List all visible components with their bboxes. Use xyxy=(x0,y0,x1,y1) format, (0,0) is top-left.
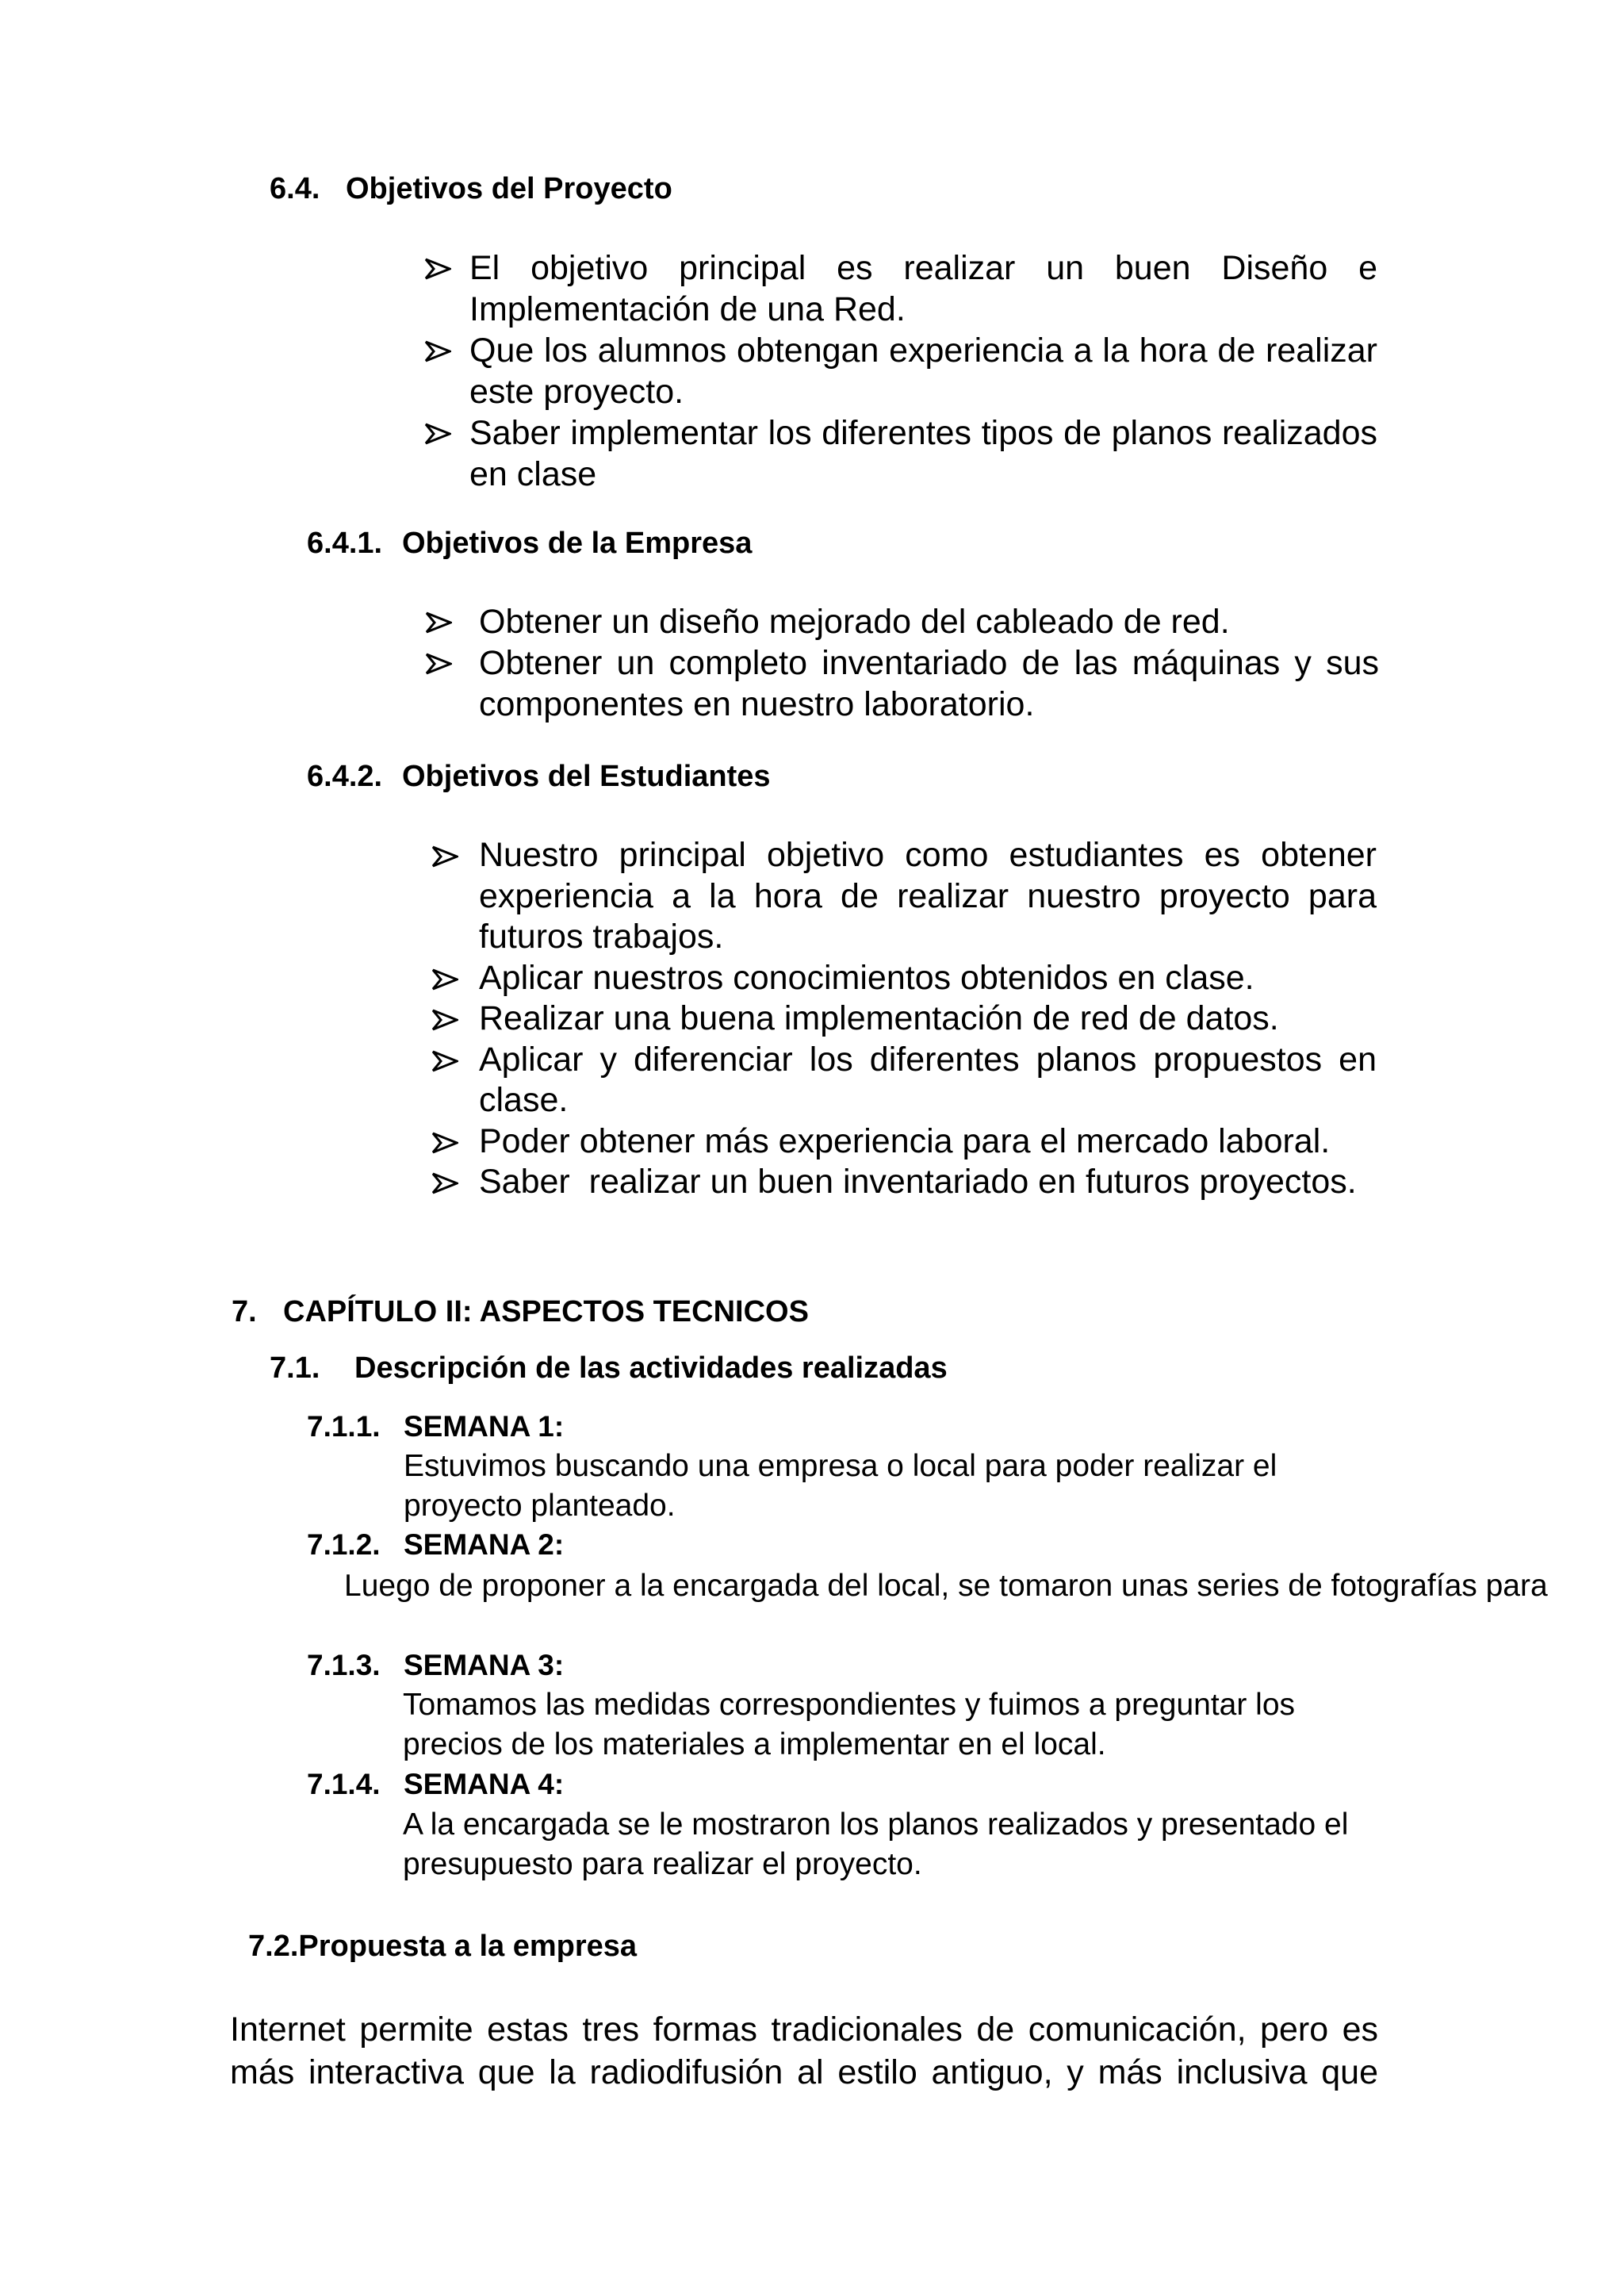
arrow-bullet-icon xyxy=(424,247,451,280)
paragraph-semana-1: Estuvimos buscando una empresa o local para poder realizar el proyecto planteado. xyxy=(404,1449,1277,1523)
heading-6-4-2 xyxy=(307,760,771,794)
list-item: Obtener un completo inventariado de las máquinas y sus componentes en nuestro laboratorio. xyxy=(479,642,1379,725)
heading-title: Objetivos del Proyecto xyxy=(346,172,672,205)
list-item: El objetivo principal es realizar un buen Diseño e Implementación de una Red. xyxy=(469,247,1377,330)
heading-number: 7.1.2. xyxy=(307,1528,381,1561)
heading-number: 6.4.1. xyxy=(307,527,383,560)
heading-title: CAPÍTULO II: ASPECTOS TECNICOS xyxy=(283,1295,809,1328)
paragraph-semana-2: Luego de proponer a la encargada del local, se tomaron unas series de fotografías para xyxy=(344,1569,1548,1603)
heading-title: SEMANA 4: xyxy=(404,1768,565,1800)
heading-number: 7.1.1. xyxy=(307,1410,381,1443)
list-6-4 xyxy=(469,247,1377,495)
heading-7-1-3 xyxy=(307,1649,564,1682)
list-item: Realizar una buena implementación de red de datos. xyxy=(479,999,1377,1040)
heading-title: SEMANA 2: xyxy=(404,1528,565,1561)
arrow-bullet-icon xyxy=(431,835,458,868)
heading-title: Descripción de las actividades realizadas xyxy=(354,1351,948,1385)
arrow-bullet-icon xyxy=(425,601,452,634)
list-6-4-1 xyxy=(479,601,1379,725)
heading-title: Objetivos del Estudiantes xyxy=(402,760,771,793)
heading-number: 7.1.3. xyxy=(307,1649,381,1681)
paragraph-line: Internet permite estas tres formas tradicionales de comunicación, pero es xyxy=(230,2010,1378,2049)
list-item: Que los alumnos obtengan experiencia a la hora de realizar este proyecto. xyxy=(469,330,1377,412)
arrow-bullet-icon xyxy=(431,999,458,1031)
paragraph-semana-3: Tomamos las medidas correspondientes y fuimos a preguntar los precios de los materiales a implementar en el local. xyxy=(403,1688,1296,1761)
heading-7 xyxy=(232,1295,809,1329)
heading-7-1-4 xyxy=(307,1768,564,1801)
list-item: Obtener un diseño mejorado del cableado de red. xyxy=(479,601,1379,642)
heading-7-1-1 xyxy=(307,1410,564,1443)
heading-number: 7.2. xyxy=(248,1930,299,1963)
heading-6-4-1 xyxy=(307,527,752,561)
list-6-4-2 xyxy=(479,835,1377,1203)
arrow-bullet-icon xyxy=(424,412,451,445)
heading-number: 7. xyxy=(232,1295,257,1328)
heading-number: 7.1. xyxy=(270,1351,320,1385)
list-item: Poder obtener más experiencia para el mercado laboral. xyxy=(479,1121,1377,1163)
list-item: Aplicar nuestros conocimientos obtenidos en clase. xyxy=(479,958,1377,999)
arrow-bullet-icon xyxy=(431,1162,458,1194)
list-item: Aplicar y diferenciar los diferentes planos propuestos en clase. xyxy=(479,1040,1377,1121)
list-item: Saber realizar un buen inventariado en futuros proyectos. xyxy=(479,1162,1377,1203)
arrow-bullet-icon xyxy=(431,1121,458,1154)
list-item: Nuestro principal objetivo como estudiantes es obtener experiencia a la hora de realizar nuestro proyecto para futuros trabajos. xyxy=(479,835,1377,958)
heading-title: Objetivos de la Empresa xyxy=(402,527,753,560)
list-item: Saber implementar los diferentes tipos de planos realizados en clase xyxy=(469,412,1377,495)
heading-title: SEMANA 3: xyxy=(404,1649,565,1681)
heading-7-2 xyxy=(248,1930,637,1964)
heading-number: 6.4.2. xyxy=(307,760,383,793)
heading-title: Propuesta a la empresa xyxy=(298,1930,638,1963)
heading-title: SEMANA 1: xyxy=(404,1410,565,1443)
paragraph-propuesta xyxy=(230,2008,1378,2094)
heading-7-1 xyxy=(270,1351,948,1386)
heading-number: 6.4. xyxy=(270,172,320,205)
arrow-bullet-icon xyxy=(425,642,452,675)
arrow-bullet-icon xyxy=(431,1040,458,1072)
arrow-bullet-icon xyxy=(431,958,458,991)
arrow-bullet-icon xyxy=(424,330,451,362)
heading-7-1-2 xyxy=(307,1528,564,1562)
paragraph-semana-4: A la encargada se le mostraron los planos realizados y presentado el presupuesto para realizar el proyecto. xyxy=(403,1807,1349,1881)
paragraph-line: más interactiva que la radiodifusión al estilo antiguo, y más inclusiva que xyxy=(230,2053,1378,2091)
heading-number: 7.1.4. xyxy=(307,1768,381,1800)
heading-6-4 xyxy=(270,172,672,206)
